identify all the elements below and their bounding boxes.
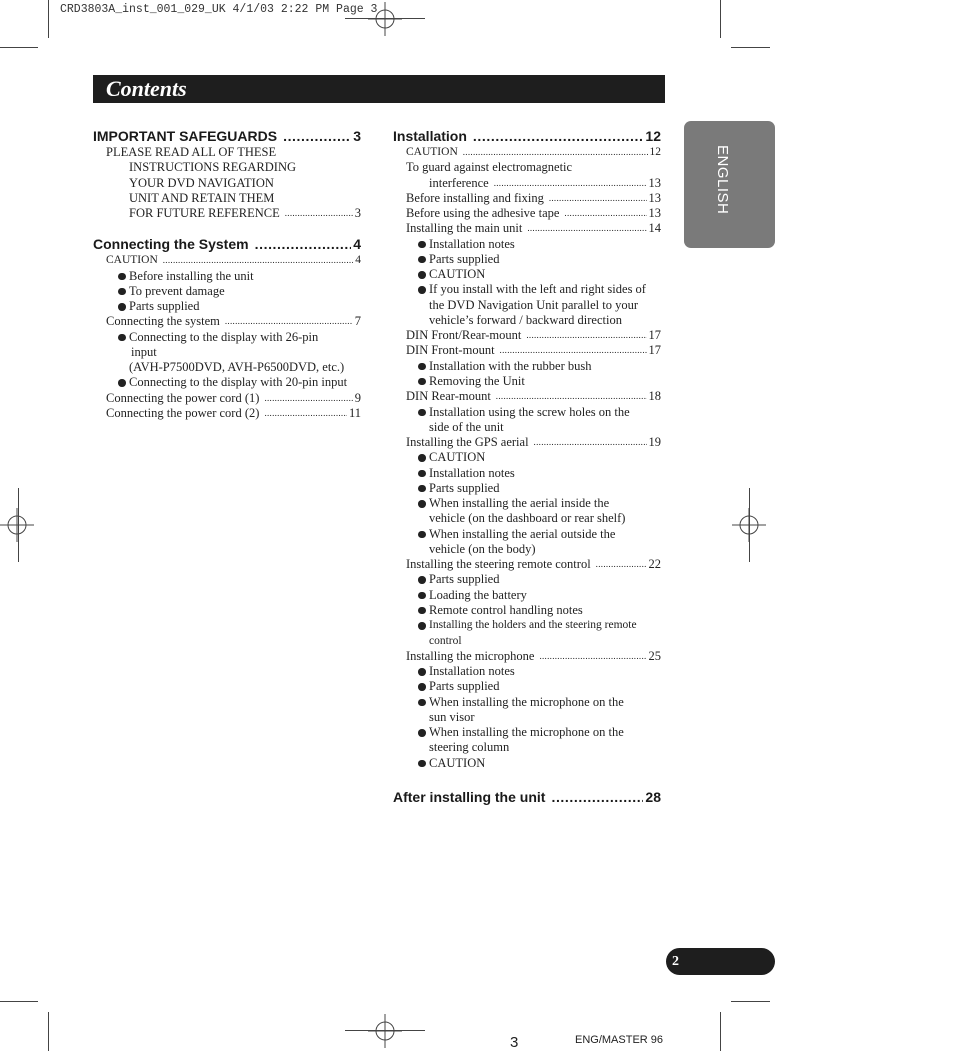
toc-bullet-item	[406, 527, 661, 542]
toc-text: To prevent damage	[129, 283, 225, 298]
toc-text: UNIT AND RETAIN THEM	[129, 190, 275, 205]
toc-bullet-item	[406, 695, 661, 710]
dot-leader	[496, 389, 647, 404]
toc-page-number: 11	[348, 405, 361, 420]
toc-entry	[393, 634, 661, 649]
toc-bullet-item	[406, 756, 661, 771]
toc-page-number: 18	[648, 389, 661, 404]
toc-text: Parts supplied	[429, 572, 500, 587]
toc-bullet-item	[406, 282, 661, 297]
toc-left-column	[93, 127, 361, 421]
toc-heading	[93, 127, 361, 145]
toc-text: Before installing the unit	[129, 268, 254, 283]
toc-page-number: 12	[649, 146, 661, 158]
toc-page-number: 13	[648, 206, 661, 221]
toc-text: side of the unit	[429, 419, 504, 434]
toc-page-number: 4	[353, 236, 361, 253]
toc-entry	[93, 145, 361, 160]
dot-leader	[596, 557, 647, 572]
toc-page-number: 17	[648, 328, 661, 343]
toc-text: INSTRUCTIONS REGARDING	[129, 160, 297, 175]
toc-page-number: 13	[648, 190, 661, 205]
toc-text: Parts supplied	[429, 251, 500, 266]
toc-text: Installation	[393, 128, 467, 144]
toc-entry	[393, 221, 661, 236]
toc-text: vehicle (on the dashboard or rear shelf)	[429, 511, 626, 526]
toc-page-number: 3	[354, 206, 361, 221]
toc-text: Removing the Unit	[429, 373, 525, 388]
language-tab	[684, 121, 775, 248]
toc-text: Connecting to the display with 20-pin input	[129, 375, 348, 390]
toc-entry	[93, 160, 361, 175]
page-title: Contents	[106, 76, 187, 101]
toc-page-number: 17	[648, 343, 661, 358]
toc-bullet-item	[406, 481, 661, 496]
dot-leader	[549, 191, 647, 206]
toc-entry	[93, 206, 361, 221]
dot-leader	[494, 176, 647, 191]
toc-text: interference	[429, 175, 489, 190]
toc-text: CAUTION	[429, 755, 486, 770]
toc-page-number: 14	[648, 221, 661, 236]
toc-bullet-item	[406, 496, 661, 511]
toc-page-number: 7	[354, 314, 361, 329]
toc-entry	[93, 406, 361, 421]
language-tab-label: ENGLISH	[714, 145, 731, 215]
registration-mark-top	[368, 2, 402, 36]
dot-leader	[534, 435, 647, 450]
dot-leader	[264, 406, 347, 421]
toc-text: CAUTION	[106, 254, 158, 267]
dot-leader	[255, 235, 352, 253]
toc-entry	[393, 389, 661, 404]
dot-leader	[463, 145, 648, 160]
toc-text: CAUTION	[406, 146, 458, 158]
toc-text: Remote control handling notes	[429, 602, 583, 617]
toc-entry	[393, 435, 661, 450]
toc-text: Connecting the power cord (2)	[106, 405, 260, 420]
section-page-number: 2	[672, 954, 679, 969]
toc-text: PLEASE READ ALL OF THESE	[106, 145, 277, 159]
toc-text: Installing the holders and the steering remote	[429, 619, 637, 632]
registration-line-right	[749, 488, 750, 562]
dot-leader	[500, 343, 647, 358]
contents-title-bar	[93, 75, 665, 103]
toc-text: IMPORTANT SAFEGUARDS	[93, 128, 278, 144]
toc-entry	[93, 391, 361, 406]
registration-mark-left	[0, 508, 34, 542]
toc-text: Before installing and fixing	[406, 190, 544, 205]
toc-entry	[93, 314, 361, 329]
dot-leader	[264, 391, 352, 406]
toc-entry	[393, 298, 661, 313]
toc-text: CAUTION	[429, 267, 486, 282]
dot-leader	[225, 314, 353, 329]
toc-entry	[393, 145, 661, 160]
toc-bullet-item	[406, 588, 661, 603]
toc-text: Connecting the system	[106, 314, 220, 329]
toc-bullet-item	[406, 618, 661, 633]
toc-text: Installing the main unit	[406, 221, 523, 236]
toc-bullet-item	[106, 269, 361, 284]
toc-bullet-item	[106, 299, 361, 314]
toc-text: When installing the aerial outside the	[429, 526, 616, 541]
toc-text: When installing the aerial inside the	[429, 496, 610, 511]
toc-text: (AVH-P7500DVD, AVH-P6500DVD, etc.)	[129, 360, 345, 375]
toc-text: Parts supplied	[429, 679, 500, 694]
registration-line-bottom	[345, 1030, 425, 1031]
toc-bullet-item	[406, 359, 661, 374]
toc-page-number: 28	[645, 788, 661, 805]
toc-text: Before using the adhesive tape	[406, 206, 560, 221]
toc-text: After installing the unit	[393, 788, 546, 805]
toc-entry	[93, 345, 361, 360]
registration-line-top	[345, 18, 425, 19]
dot-leader	[539, 649, 646, 664]
toc-text: DIN Rear-mount	[406, 389, 491, 404]
toc-heading	[393, 788, 661, 806]
toc-text: DIN Front-mount	[406, 343, 495, 358]
footer-page-number: 3	[510, 1034, 519, 1051]
toc-entry	[393, 206, 661, 221]
toc-bullet-item	[406, 679, 661, 694]
dot-leader	[285, 206, 353, 221]
toc-text: CAUTION	[429, 450, 486, 465]
toc-entry	[393, 740, 661, 755]
toc-bullet-item	[406, 237, 661, 252]
section-page-pill	[666, 948, 775, 975]
toc-entry	[393, 710, 661, 725]
toc-entry	[393, 542, 661, 557]
toc-bullet-item	[406, 725, 661, 740]
toc-bullet-item	[406, 572, 661, 587]
toc-page-number: 12	[645, 128, 661, 144]
toc-bullet-item	[406, 466, 661, 481]
dot-leader	[473, 127, 644, 145]
printer-slug: CRD3803A_inst_001_029_UK 4/1/03 2:22 PM Page 3	[60, 3, 378, 16]
toc-bullet-item	[406, 664, 661, 679]
dot-leader	[527, 221, 646, 236]
toc-page-number: 9	[354, 390, 361, 405]
toc-heading	[93, 235, 361, 253]
toc-text: Loading the battery	[429, 587, 527, 602]
toc-entry	[393, 176, 661, 191]
toc-text: DIN Front/Rear-mount	[406, 328, 522, 343]
toc-bullet-item	[406, 252, 661, 267]
toc-bullet-item	[106, 284, 361, 299]
toc-text: Installation notes	[429, 664, 515, 679]
toc-text: Connecting the System	[93, 236, 249, 253]
toc-bullet-item	[406, 267, 661, 282]
toc-text: FOR FUTURE REFERENCE	[129, 206, 280, 221]
dot-leader	[163, 253, 354, 268]
toc-text: Parts supplied	[429, 480, 500, 495]
toc-entry	[93, 176, 361, 191]
toc-text: Installation notes	[429, 465, 515, 480]
toc-text: Connecting to the display with 26-pin	[129, 329, 319, 344]
toc-text: Installation with the rubber bush	[429, 358, 592, 373]
toc-right-column	[393, 127, 661, 806]
toc-page-number: 4	[355, 254, 361, 267]
toc-entry	[393, 420, 661, 435]
toc-text: control	[429, 634, 462, 647]
toc-entry	[393, 649, 661, 664]
toc-page-number: 19	[648, 435, 661, 450]
toc-text: Installing the steering remote control	[406, 557, 591, 572]
toc-entry	[93, 360, 361, 375]
toc-text: When installing the microphone on the	[429, 694, 624, 709]
toc-entry	[93, 191, 361, 206]
toc-text: To guard against electromagnetic	[406, 160, 573, 175]
toc-entry	[393, 343, 661, 358]
toc-text: sun visor	[429, 709, 475, 724]
toc-text: Installing the microphone	[406, 648, 535, 663]
toc-heading	[393, 127, 661, 145]
toc-entry	[393, 328, 661, 343]
toc-bullet-item	[106, 330, 361, 345]
toc-text: When installing the microphone on the	[429, 725, 624, 740]
toc-page-number: 25	[648, 648, 661, 663]
toc-text: Installing the GPS aerial	[406, 435, 529, 450]
dot-leader	[526, 328, 646, 343]
toc-text: the DVD Navigation Unit parallel to your	[429, 297, 638, 312]
toc-entry	[393, 313, 661, 328]
toc-text: input	[131, 344, 157, 359]
registration-line-left	[18, 488, 19, 562]
toc-entry	[393, 511, 661, 526]
toc-entry	[393, 191, 661, 206]
toc-bullet-item	[106, 375, 361, 390]
toc-text: vehicle (on the body)	[429, 541, 536, 556]
toc-text: YOUR DVD NAVIGATION	[129, 175, 274, 190]
footer-master-code: ENG/MASTER 96	[575, 1034, 664, 1046]
toc-entry	[393, 160, 661, 175]
toc-entry	[393, 557, 661, 572]
toc-text: Installation notes	[429, 236, 515, 251]
toc-text: vehicle’s forward / backward direction	[429, 312, 622, 327]
toc-page-number: 13	[648, 175, 661, 190]
toc-text: Installation using the screw holes on the	[429, 404, 630, 419]
toc-text: If you install with the left and right sides of	[429, 282, 646, 297]
toc-entry	[93, 253, 361, 268]
toc-page-number: 22	[648, 557, 661, 572]
toc-bullet-item	[406, 603, 661, 618]
toc-bullet-item	[406, 450, 661, 465]
registration-mark-bottom	[368, 1014, 402, 1048]
dot-leader	[564, 206, 646, 221]
dot-leader	[283, 127, 351, 145]
toc-bullet-item	[406, 374, 661, 389]
toc-page-number: 3	[353, 128, 361, 144]
toc-bullet-item	[406, 405, 661, 420]
toc-text: steering column	[429, 740, 510, 755]
dot-leader	[551, 788, 643, 806]
toc-text: Parts supplied	[129, 299, 200, 314]
toc-text: Connecting the power cord (1)	[106, 390, 260, 405]
